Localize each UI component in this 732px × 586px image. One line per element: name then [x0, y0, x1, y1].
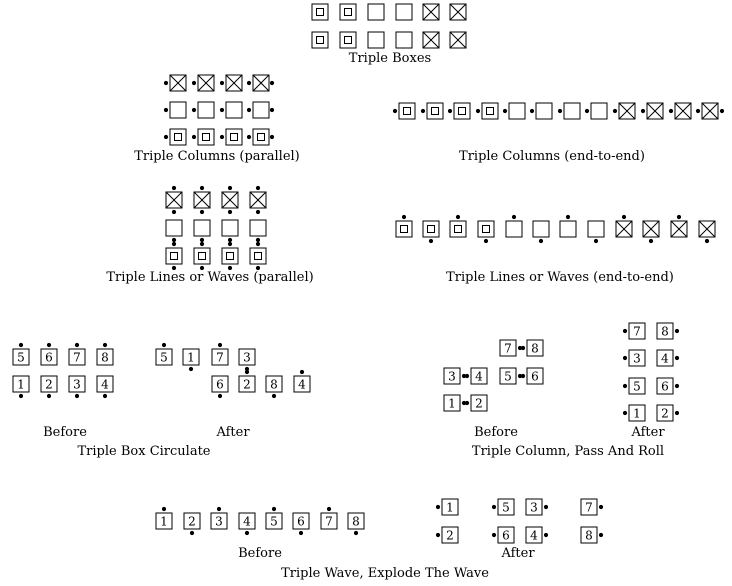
facing-dot: [172, 242, 176, 246]
svg-text:7: 7: [216, 350, 224, 365]
svg-text:4: 4: [661, 351, 669, 366]
dancer-8: [97, 343, 113, 365]
svg-text:2: 2: [243, 377, 251, 392]
dancer-square: [194, 186, 210, 208]
dancer-5: [156, 343, 172, 365]
dancer-square: [340, 4, 356, 20]
dancer-square: [247, 129, 269, 145]
dancer-square: [450, 32, 466, 48]
svg-text:5: 5: [160, 350, 168, 365]
dancer-1: [444, 395, 466, 411]
dancer-square: [585, 103, 607, 119]
dancer-3: [526, 499, 548, 515]
svg-text:5: 5: [270, 514, 278, 529]
dancer-square: [192, 102, 214, 118]
caption-triple-columns-end-to-end: Triple Columns (end-to-end): [459, 149, 645, 164]
dancer-square: [671, 215, 687, 237]
svg-text:7: 7: [633, 324, 641, 339]
caption-triple-boxes: Triple Boxes: [348, 51, 432, 66]
facing-dot: [720, 109, 724, 113]
dancer-square: [669, 103, 691, 119]
dancer-1: [183, 349, 199, 371]
dancer-square: [250, 186, 266, 208]
svg-text:3: 3: [448, 369, 456, 384]
svg-text:6: 6: [531, 369, 539, 384]
dancer-8: [521, 340, 543, 356]
dancer-square: [423, 32, 439, 48]
svg-text:6: 6: [502, 528, 510, 543]
dancer-5: [492, 499, 514, 515]
dancer-1: [13, 376, 29, 398]
dancer-square: [613, 103, 635, 119]
caption-box-circulate-before: Before: [43, 425, 87, 440]
svg-text:8: 8: [661, 324, 669, 339]
dancer-square: [530, 103, 552, 119]
svg-text:4: 4: [475, 369, 483, 384]
dancer-square: [506, 215, 522, 237]
svg-text:7: 7: [325, 514, 333, 529]
svg-text:3: 3: [215, 514, 223, 529]
svg-text:8: 8: [585, 528, 593, 543]
dancer-square: [192, 75, 214, 91]
dancer-square: [643, 221, 659, 243]
dancer-3: [239, 349, 255, 371]
dancer-5: [13, 343, 29, 365]
dancer-square: [340, 32, 356, 48]
dancer-square: [194, 248, 210, 270]
svg-text:1: 1: [187, 350, 195, 365]
dancer-square: [166, 220, 182, 242]
dancer-square: [164, 75, 186, 91]
facing-dot: [256, 210, 260, 214]
caption-explode-title: Triple Wave, Explode The Wave: [281, 566, 489, 581]
dancer-2: [239, 370, 255, 392]
facing-dot: [270, 108, 274, 112]
svg-text:8: 8: [101, 350, 109, 365]
dancer-square: [166, 248, 182, 270]
dancer-4: [465, 368, 487, 384]
dancer-square: [396, 32, 412, 48]
dancer-square: [164, 102, 186, 118]
dancer-square: [616, 215, 632, 237]
dancer-square: [166, 186, 182, 208]
dancer-square: [220, 75, 242, 91]
svg-text:8: 8: [352, 514, 360, 529]
svg-text:4: 4: [530, 528, 538, 543]
dancer-2: [436, 527, 458, 543]
dancer-square: [450, 215, 466, 237]
caption-pass-and-roll-before: Before: [474, 425, 518, 440]
dancer-square: [696, 103, 718, 119]
dancer-square: [250, 220, 266, 242]
svg-text:7: 7: [73, 350, 81, 365]
svg-text:7: 7: [504, 341, 512, 356]
caption-explode-after: After: [501, 546, 535, 561]
svg-text:5: 5: [17, 350, 25, 365]
svg-text:5: 5: [504, 369, 512, 384]
svg-text:1: 1: [17, 377, 25, 392]
svg-text:3: 3: [633, 351, 641, 366]
facing-dot: [200, 210, 204, 214]
dancer-6: [657, 378, 679, 394]
dancer-6: [293, 513, 309, 535]
dancer-square: [448, 103, 470, 119]
facing-dot: [200, 242, 204, 246]
facing-dot: [270, 135, 274, 139]
dancer-square: [222, 186, 238, 208]
svg-text:8: 8: [270, 377, 278, 392]
dancer-5: [623, 378, 645, 394]
dancer-5: [500, 368, 522, 384]
facing-dot: [228, 210, 232, 214]
dancer-3: [623, 350, 645, 366]
dancer-7: [581, 499, 603, 515]
caption-triple-lines-parallel: Triple Lines or Waves (parallel): [106, 270, 314, 285]
svg-text:6: 6: [661, 379, 669, 394]
dancer-1: [623, 405, 645, 421]
dancer-square: [312, 4, 328, 20]
caption-triple-columns-parallel: Triple Columns (parallel): [134, 149, 300, 164]
caption-explode-before: Before: [238, 546, 282, 561]
facing-dot: [228, 242, 232, 246]
svg-text:2: 2: [475, 396, 483, 411]
dancer-4: [657, 350, 679, 366]
dancer-7: [321, 507, 337, 529]
dancer-8: [348, 513, 364, 535]
svg-text:4: 4: [101, 377, 109, 392]
dancer-1: [436, 499, 458, 515]
dancer-square: [220, 129, 242, 145]
dancer-4: [526, 527, 548, 543]
dancer-square: [560, 215, 576, 237]
dancer-7: [623, 323, 645, 339]
dancer-square: [368, 4, 384, 20]
dancer-square: [250, 248, 266, 270]
dancer-8: [657, 323, 679, 339]
dancer-6: [212, 376, 228, 398]
dancer-square: [312, 32, 328, 48]
dancer-7: [212, 343, 228, 365]
caption-box-circulate-title: Triple Box Circulate: [77, 444, 211, 459]
svg-text:8: 8: [531, 341, 539, 356]
dancer-7: [500, 340, 522, 356]
dancer-square: [423, 221, 439, 243]
dancer-square: [194, 220, 210, 242]
svg-text:5: 5: [633, 379, 641, 394]
svg-text:3: 3: [73, 377, 81, 392]
svg-text:2: 2: [661, 406, 669, 421]
dancer-4: [239, 513, 255, 535]
svg-text:2: 2: [45, 377, 53, 392]
svg-text:1: 1: [446, 500, 454, 515]
dancer-1: [156, 507, 172, 529]
dancer-2: [465, 395, 487, 411]
dancer-square: [558, 103, 580, 119]
svg-text:1: 1: [633, 406, 641, 421]
dancer-square: [368, 32, 384, 48]
svg-text:1: 1: [448, 396, 456, 411]
dancer-8: [581, 527, 603, 543]
dancer-square: [247, 102, 269, 118]
caption-pass-and-roll-title: Triple Column, Pass And Roll: [471, 444, 665, 459]
dancer-square: [476, 103, 498, 119]
dancer-square: [588, 221, 604, 243]
facing-dot: [256, 242, 260, 246]
dancer-square: [396, 215, 412, 237]
dancer-square: [503, 103, 525, 119]
dancer-7: [69, 343, 85, 365]
svg-text:4: 4: [243, 514, 251, 529]
dancer-square: [533, 221, 549, 243]
dancer-square: [450, 4, 466, 20]
dancer-6: [521, 368, 543, 384]
caption-pass-and-roll-after: After: [631, 425, 665, 440]
svg-text:7: 7: [585, 500, 593, 515]
dancer-3: [211, 507, 227, 529]
caption-box-circulate-after: After: [216, 425, 250, 440]
dancer-3: [444, 368, 466, 384]
svg-text:6: 6: [216, 377, 224, 392]
svg-text:3: 3: [530, 500, 538, 515]
dancer-square: [396, 4, 412, 20]
dancer-6: [41, 343, 57, 365]
dancer-8: [266, 376, 282, 398]
dancer-square: [247, 75, 269, 91]
dancer-2: [184, 513, 200, 535]
svg-text:3: 3: [243, 350, 251, 365]
dancer-square: [393, 103, 415, 119]
caption-triple-lines-end-to-end: Triple Lines or Waves (end-to-end): [446, 270, 674, 285]
facing-dot: [172, 210, 176, 214]
dancer-square: [641, 103, 663, 119]
dancer-2: [657, 405, 679, 421]
svg-text:6: 6: [45, 350, 53, 365]
dancer-6: [492, 527, 514, 543]
dancer-4: [97, 376, 113, 398]
dancer-5: [266, 507, 282, 529]
svg-text:1: 1: [160, 514, 168, 529]
dancer-square: [164, 129, 186, 145]
svg-text:2: 2: [446, 528, 454, 543]
dancer-square: [192, 129, 214, 145]
facing-dot: [270, 81, 274, 85]
svg-text:5: 5: [502, 500, 510, 515]
dancer-square: [421, 103, 443, 119]
dancer-3: [69, 376, 85, 398]
dancer-square: [699, 221, 715, 243]
svg-text:2: 2: [188, 514, 196, 529]
dancer-4: [294, 370, 310, 392]
dancer-square: [478, 221, 494, 243]
dancer-square: [220, 102, 242, 118]
svg-text:4: 4: [298, 377, 306, 392]
dancer-square: [423, 4, 439, 20]
svg-text:6: 6: [297, 514, 305, 529]
dancer-square: [222, 220, 238, 242]
dancer-square: [222, 248, 238, 270]
dancer-2: [41, 376, 57, 398]
